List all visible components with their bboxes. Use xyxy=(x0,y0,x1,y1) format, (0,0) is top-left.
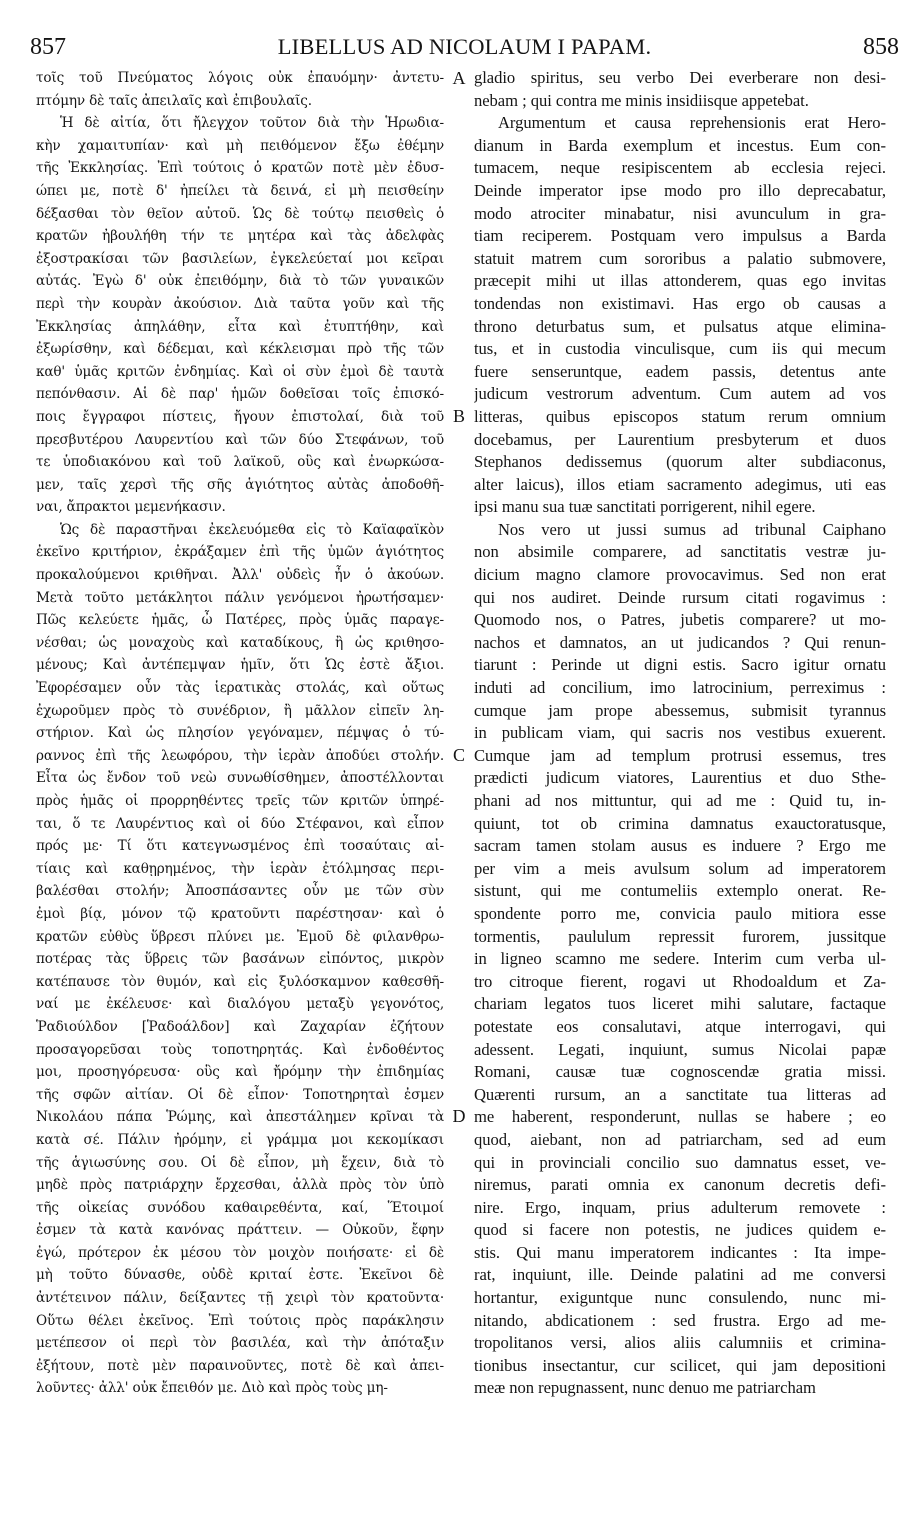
text-line: κρατῶν ἠβουλήθη τήν τε μητέρα καὶ τὰς ἀδελφὰς xyxy=(36,228,444,245)
text-line: Ὡς δὲ παραστῆναι ἐκελευόμεθα εἰς τὸ Καϊαφαϊκὸν xyxy=(60,521,444,538)
text-line: Deinde imperator ipse modo pro illo deprecabatur, xyxy=(474,180,886,200)
text-line: nire. Ergo, inquam, prius adulterum removete : xyxy=(474,1197,886,1217)
text-line: in ligneo scamno me sedere. Interim cum verba ul- xyxy=(474,949,886,969)
text-line: gladio spiritus, seu verbo Dei everberare non desi- xyxy=(474,68,886,87)
text-line: Εἶτα ὡς ἔνδον τοῦ νεὼ συνωθίσθημεν, ἀποστέλλονται xyxy=(36,770,444,787)
text-line: me haberent, responderunt, nullas se habere ; eo xyxy=(474,1107,886,1127)
text-line: hortantur, exiguntque nunc consulendo, nunc mi- xyxy=(474,1288,886,1308)
text-line: Argumentum et causa reprehensionis erat Hero- xyxy=(498,113,886,133)
text-line: Quomodo nos, o Patres, jubetis comparere? ut mo- xyxy=(474,610,886,630)
text-line: non absimile comparere, ad sanctitatis vestræ ju- xyxy=(474,542,886,562)
text-line: tus, et in custodia vinculisque, cum iis qui mecum xyxy=(474,339,886,359)
text-line: Πῶς κελεύετε ἡμᾶς, ὦ Πατέρες, πρὸς ὑμᾶς παραγε- xyxy=(36,612,444,629)
text-line: fuere senseruntque, eadem passis, detentus ante xyxy=(474,361,886,381)
margin-marker: A xyxy=(452,68,466,88)
text-line: ἐξήτουν, ποτὲ μὲν παραινοῦντες, ποτὲ δὲ καὶ ἀπει- xyxy=(36,1357,444,1374)
text-line: Cumque jam ad templum protrusi essemus, tres xyxy=(474,745,886,765)
text-line: πεπόνθασιν. Αἱ δὲ παρ' ἡμῶν δοθεῖσαι τοῖς ἐπισκό- xyxy=(36,386,444,403)
text-line: Νικολάου πάπα Ῥώμης, καὶ ἀπεστάλημεν κρῖναι τὰ xyxy=(36,1109,444,1126)
text-line: judicum vestrorum adventum. Cum autem ad vos xyxy=(474,384,886,404)
running-header xyxy=(30,34,899,64)
text-line: litteras, quibus episcopos statum rerum omnium xyxy=(474,406,886,426)
text-line: modo atrociter minabatur, nisi avunculum in gra- xyxy=(474,203,886,223)
text-line: ποτέρας τὰς ὕβρεις τῶν βασάνων εἰπόντος, μικρὸν xyxy=(36,951,444,968)
text-line: tiam reciperem. Postquam vero impulsus a Barda xyxy=(474,226,886,246)
text-line: πτόμην δὲ ταῖς ἀπειλαῖς καὶ ἐπιβουλαῖς. xyxy=(36,92,312,109)
running-title: LIBELLUS AD NICOLAUM I PAPAM. xyxy=(277,34,652,59)
text-line: βαλέσθαι στολήν; Ἀποσπάσαντες οὖν με τῶν σὺν xyxy=(36,883,444,900)
text-line: Quærenti rursum, an a sanctitate tua litteras ad xyxy=(474,1084,886,1104)
text-line: ται, ὅ τε Λαυρέντιος καὶ οἱ δύο Στέφανοι, καὶ εἶπον xyxy=(36,815,444,832)
text-line: quiunt, tot ob crimina damnatus exauctoratusque, xyxy=(474,813,886,833)
text-line: Ῥαδιούλδον [Ῥαδοάλδον] καὶ Ζαχαρίαν ἐζήτουν xyxy=(36,1018,444,1035)
text-line: Ἐκκλησίας ἀπηλάθην, εἶτα καὶ ἐτυπτήθην, καὶ xyxy=(36,318,444,335)
page-number-left: 857 xyxy=(30,34,66,60)
text-line: tro citroque fierent, rogavi ut Rhodoaldum et Za- xyxy=(474,971,886,991)
margin-marker: C xyxy=(452,745,465,765)
text-line: περὶ τὴν κουρὰν ἀκούσιον. Διὰ ταῦτα γοῦν καὶ τῆς xyxy=(36,295,444,312)
text-line: δέξασθαι τὸν θεῖον αὐτοῦ. Ὡς δὲ τούτῳ πεισθεὶς ὁ xyxy=(36,205,444,222)
text-line: ναί με ἐκέλευσε· καὶ διαλόγου μεταξὺ γεγονότος, xyxy=(36,996,444,1013)
text-line: ποις ἔγγραφοι πίστεις, ἤγουν ἐπιστολαί, διὰ τοῦ xyxy=(36,408,444,425)
text-line: stis. Qui manu imperatorem indicantes : Ita impe- xyxy=(474,1242,886,1262)
text-line: Ἡ δὲ αἰτία, ὅτι ἤλεγχον τοῦτον διὰ τὴν Ἡρωδια- xyxy=(60,115,444,132)
text-line: rat, inquiunt, ille. Deinde palatini ad me conversi xyxy=(474,1265,886,1285)
margin-marker: D xyxy=(452,1106,466,1126)
greek-column xyxy=(36,67,444,1400)
text-line: κὴν χαμαιτυπίαν· καὶ μὴ πειθόμενον ἔξω ἐθέμην xyxy=(36,137,444,154)
text-line: τῆς Ἐκκλησίας. Ἐπὶ τούτοις ὁ κρατῶν ποτὲ μὲν ἐδυσ- xyxy=(36,160,444,177)
text-line: λοῦντες· ἀλλ' οὐκ ἔπειθόν με. Διὸ καὶ πρὸς τοὺς μη- xyxy=(36,1380,388,1397)
text-line: ναι, ἄπρακτοι μεμενήκασιν. xyxy=(36,499,226,516)
text-line: Μετὰ τοῦτο μετάκλητοι πάλιν γενόμενοι ἠρωτήσαμεν· xyxy=(36,589,444,606)
text-line: dicium magno clamore provocavimus. Sed non erat xyxy=(474,565,886,585)
text-line: potestate eos consalutavi, atque interrogavi, qui xyxy=(474,1016,886,1036)
text-line: ἀντέτεινον πάλιν, δείξαντες τῇ χειρὶ τὸν κρατοῦντα· xyxy=(36,1290,444,1307)
text-line: tormentis, paululum repressit furorem, jussitque xyxy=(474,926,886,946)
text-line: prædicti judicum viatores, Laurentius et duo Sthe- xyxy=(474,768,886,788)
text-line: tumacem, neque resipiscentem ab ecclesia rejeci. xyxy=(474,158,886,178)
latin-column xyxy=(474,67,886,1400)
text-line: ἐκεῖνο κριτήριον, ἐκράξαμεν ἐπὶ τῆς ὑμῶν ἁγιότητος xyxy=(36,544,444,561)
text-line: αὐτάς. Ἐγὼ δ' οὐκ ἐπειθόμην, διὰ τὸ τῶν γυναικῶν xyxy=(36,273,444,290)
text-line: μοι, προσηγόρευσα· οὓς καὶ ἤρόμην τὴν ἐπιδημίας xyxy=(36,1064,444,1081)
text-line: statuit matrem cum sororibus a palatio submovere, xyxy=(474,248,886,268)
text-line: phani ad nos mittuntur, qui ad me : Quid tu, in- xyxy=(474,791,886,810)
text-line: τῆς ἁγιωσύνης σου. Οἱ δὲ εἶπον, μὴ ἔχειν, διὰ τὸ xyxy=(36,1154,444,1171)
text-line: alter laicus), illos etiam sacramento adegimus, uti eas xyxy=(474,474,886,494)
text-line: tondendas non existimavi. Has ergo ob causas a xyxy=(474,293,886,313)
text-line: sistunt, qui me contumeliis extemplo onerat. Re- xyxy=(474,881,886,901)
text-line: quod, aiebant, non ad patriarcham, sed ad eum xyxy=(474,1129,886,1149)
text-line: nachos et damnatos, an ut judicandos ? Qui renun- xyxy=(474,632,886,652)
text-line: ραννος ἐπὶ τῆς λεωφόρου, τὴν ἱερὰν ἀποδύει στολήν. xyxy=(36,747,444,764)
text-line: Ἐφορέσαμεν οὖν τὰς ἱερατικὰς στολάς, καὶ οὕτως xyxy=(36,680,444,697)
text-line: dianum in Barda exemplum et incestus. Eum con- xyxy=(474,135,886,155)
text-line: ἐγώ, πρότερον ἐκ μέσου τὸν μοιχὸν ποιήσατε· εἰ δὲ xyxy=(36,1244,444,1261)
text-line: præcepit mihi ut illas attonderem, quas ego invitas xyxy=(474,271,886,291)
text-line: ἐχωροῦμεν πρὸς τὸ συνέδριον, ἢ μᾶλλον εἰπεῖν λη- xyxy=(36,702,444,719)
text-line: spondente porro me, convicia paulo mitiora esse xyxy=(474,903,886,923)
margin-marker: B xyxy=(452,406,465,426)
text-line: quod si facere non potestis, ne judices quidem e- xyxy=(474,1220,886,1240)
text-line: tionibus insectantur, cur scilicet, qui jam depositioni xyxy=(474,1355,886,1375)
text-line: induti ad concilium, imo latrocinium, perreximus : xyxy=(474,678,886,698)
text-line: πρεσβυτέρου Λαυρεντίου καὶ τῶν δύο Στεφάνων, τοῦ xyxy=(36,431,444,448)
text-line: τε ὑποδιακόνου καὶ τοῦ λαϊκοῦ, οὓς καὶ ἐνωρκώσα- xyxy=(36,454,444,471)
text-line: ἐσμεν τὰ κατὰ κανόνας πράττειν. — Οὐκοῦν, ἔφην xyxy=(36,1222,444,1239)
text-line: chariam legatos tuos liceret mihi salutare, factaque xyxy=(474,994,886,1014)
text-line: throno deturbatus sum, et pulsatus atque elimina- xyxy=(474,316,886,336)
text-line: Nos vero ut jussi sumus ad tribunal Caiphano xyxy=(498,519,886,539)
text-line: πρός με· Τί ὅτι κατεγνωσμένος ἐπὶ τοσαύταις αἰ- xyxy=(36,838,444,855)
text-line: μηδὲ πρὸς πατριάρχην ἔρχεσθαι, ἀλλὰ πρὸς τὸν ὑπὸ xyxy=(36,1177,444,1194)
text-line: ἐξωρίσθην, καὶ δέδεμαι, καὶ κέκλεισμαι πρὸ τῆς τῶν xyxy=(36,341,444,358)
text-line: qui nos audiret. Deinde rursum citati rogavimus : xyxy=(474,587,886,607)
text-line: tiarunt : Perinde ut digni estis. Sacro igitur ornatu xyxy=(474,655,886,675)
text-line: προκαλούμενοι κριθῆναι. Ἀλλ' οὐδεὶς ἦν ὁ ἀκούων. xyxy=(36,567,444,584)
text-line: adessent. Legati, inquiunt, sumus Nicolai papæ xyxy=(474,1039,886,1059)
text-line: qui in provinciali concilio suo damnatus esset, ve- xyxy=(474,1152,886,1172)
text-line: ἐξοστρακίσαι τῶν βασιλείων, ἐγκελεύεταί μοι κεῖραι xyxy=(36,250,444,267)
text-line: κατὰ σέ. Πάλιν ἠρόμην, εἰ γράμμα μοι κεκομίκασι xyxy=(36,1131,444,1148)
page-number-right: 858 xyxy=(863,34,899,60)
text-line: ipsi manu sua tuæ sanctitati porrigerent, nihil egere. xyxy=(474,497,816,517)
text-line: τοῖς τοῦ Πνεύματος λόγοις οὐκ ἐπαυόμην· ἀντετυ- xyxy=(36,70,444,86)
text-line: καθ' ὑμᾶς κριτῶν ἐνδημίας. Καὶ οἱ σὺν ἐμοὶ δὲ ταυτὰ xyxy=(36,363,444,380)
text-line: μετέπεσον οἱ περὶ τὸν βασιλέα, καὶ τὴν ἀπόταξιν xyxy=(36,1335,444,1352)
text-line: μὴ τοῦτο δύνασθε, οὐδὲ κριταί ἐστε. Ἐκεῖνοι δὲ xyxy=(36,1267,444,1284)
text-line: μένους; Καὶ ἀντέπεμψαν ἡμῖν, ὅτι Ὡς ἐστὲ ἄξιοι. xyxy=(36,657,444,674)
text-line: meæ non repugnassent, nunc denuo me patriarcham xyxy=(474,1378,816,1398)
text-line: Οὕτω θέλει ἐκεῖνος. Ἐπὶ τούτοις πρὸς παράκλησιν xyxy=(36,1312,444,1329)
text-line: sacram tamen stolam ausus es induere ? Ergo me xyxy=(474,836,886,856)
text-line: μεν, ταῖς χερσὶ τῆς σῆς ἁγιότητος αὐτὰς ἀποδοθῆ- xyxy=(36,476,444,493)
text-line: τῆς σφῶν αἰτίαν. Οἱ δὲ εἶπον· Τοποτηρηταὶ ἐσμεν xyxy=(36,1086,444,1103)
text-line: per vim a meis avulsum solum ad imperatorem xyxy=(474,858,886,878)
text-line: ἐμοὶ βίᾳ, μόνον τῷ κρατοῦντι παρέστησαν· καὶ ὁ xyxy=(36,905,444,922)
text-line: κατέπαυσε τὸν θυμόν, καὶ εἰς ξυλόσκαμνον καθεσθῆ- xyxy=(36,973,444,990)
text-line: τίαις καὶ καθῃρημένος, τὴν ἱερὰν ἐτόλμησας περι- xyxy=(36,860,444,877)
text-line: προσαγορεῦσαι τοὺς τοποτηρητάς. Καὶ ἐνδοθέντος xyxy=(36,1041,444,1058)
text-line: τῆς οἰκείας συνόδου καθαιρεθέντα, καί, Ἕτοιμοί xyxy=(36,1199,444,1216)
text-line: στήριον. Καὶ ὡς πλησίον γεγόναμεν, πέμψας ὁ τύ- xyxy=(36,725,444,742)
text-line: πρὸς ἡμᾶς οἱ προρρηθέντες τρεῖς τῶν κριτῶν ὑπηρέ- xyxy=(36,793,444,809)
text-line: nebam ; qui contra me minis insidiisque appetebat. xyxy=(474,90,809,110)
text-line: in publicam viam, qui sacris nos vestibus exuerent. xyxy=(474,723,886,743)
text-line: Stephanos dedissemus (quorum alter subdiaconus, xyxy=(474,452,886,472)
text-line: docebamus, per Laurentium presbyterum et duos xyxy=(474,429,886,449)
text-line: cumque jam prope abessemus, submisit tyrannus xyxy=(474,700,886,720)
text-line: νέσθαι; ὡς μοναχοὺς καὶ καταδίκους, ἢ ὡς κριθησο- xyxy=(36,634,444,651)
text-line: κρατῶν εὐθὺς ὕβρεσι πλύνει με. Ἐμοῦ δὲ φιλανθρω- xyxy=(36,928,444,945)
text-line: niremus, parati omnia ex canonum decretis defi- xyxy=(474,1175,886,1195)
text-line: nitando, abdicationem : sed frustra. Ergo ad me- xyxy=(474,1310,886,1330)
text-line: Romani, causæ tuæ cognoscendæ gratia missi. xyxy=(474,1062,886,1082)
text-line: ώπει με, ποτὲ δ' ἠπείλει τὰ δεινά, εἰ μὴ πεισθείην xyxy=(36,182,444,199)
text-line: tropolitanos versi, alios aliis calumniis et crimina- xyxy=(474,1333,886,1353)
